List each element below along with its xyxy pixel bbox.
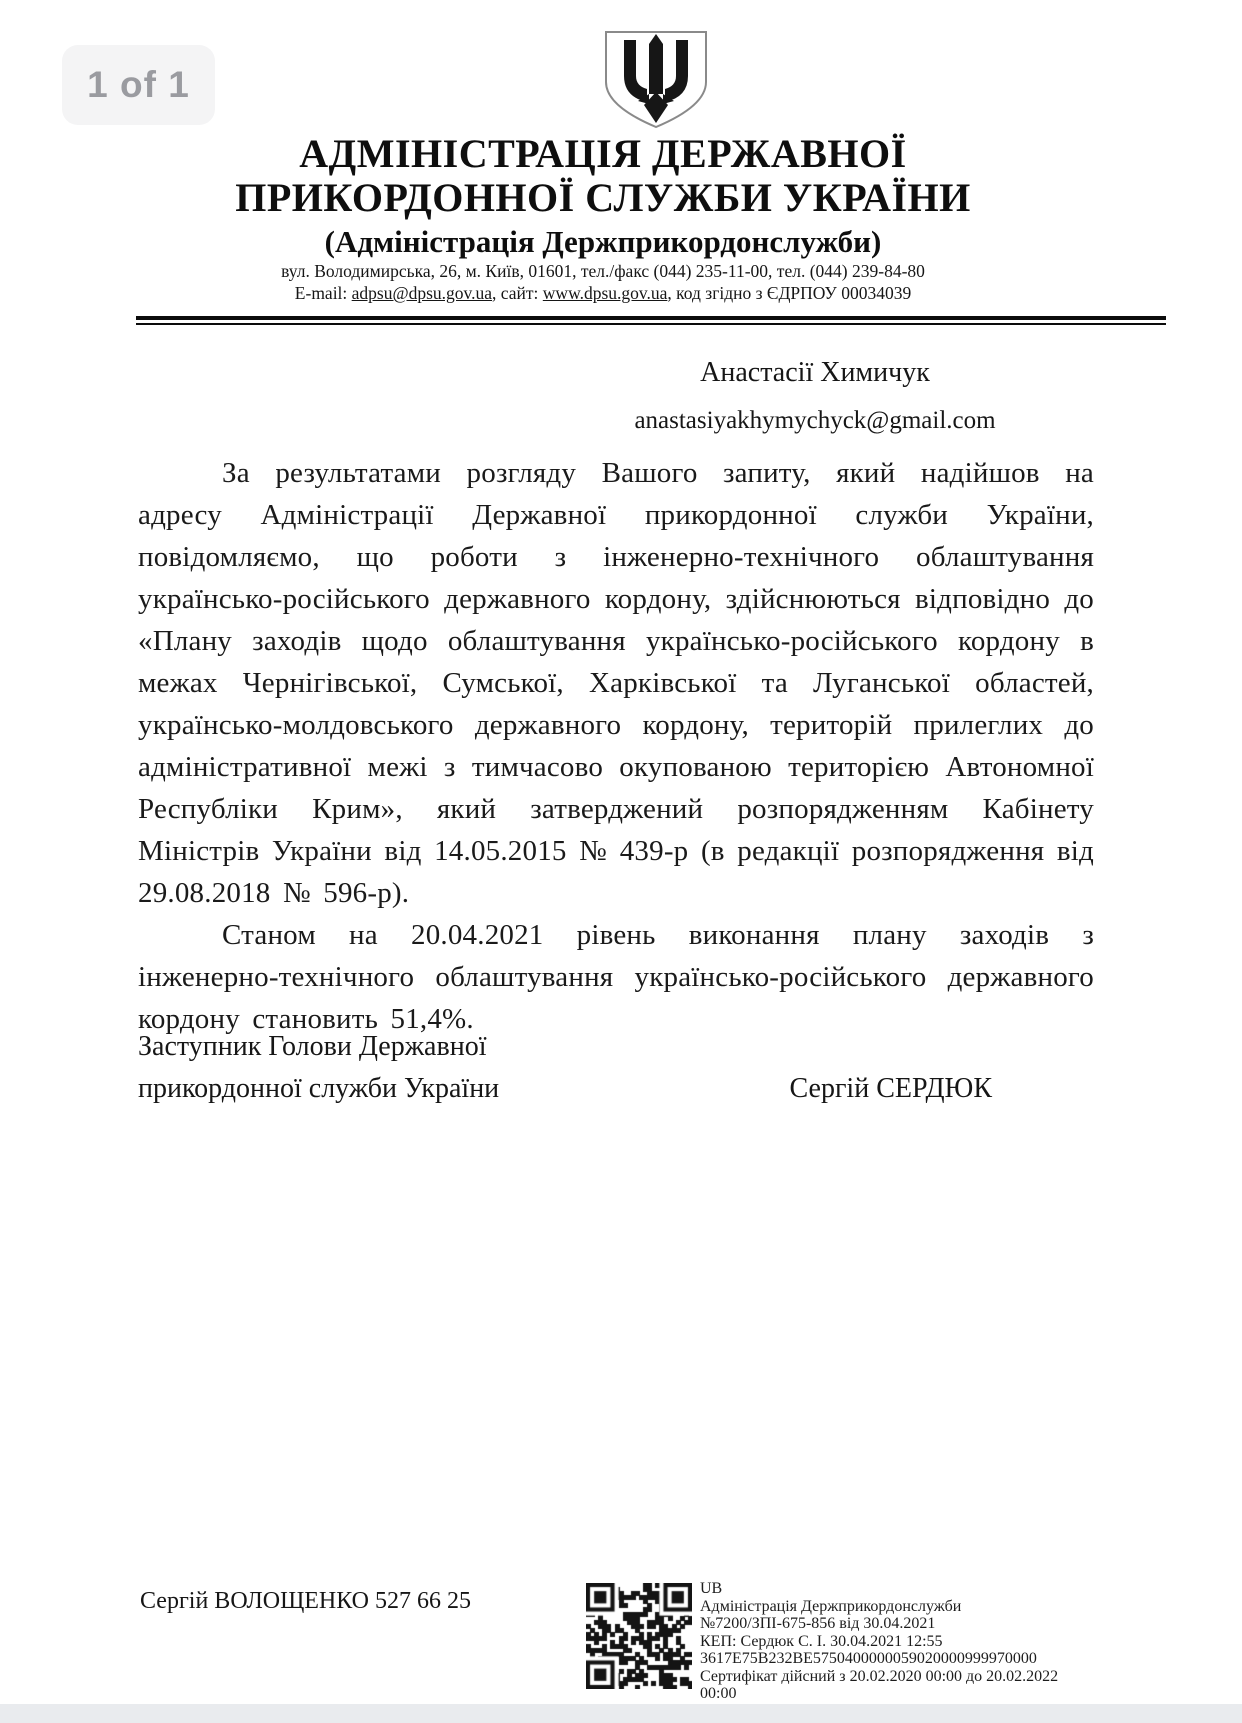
page-bottom-edge [0,1704,1242,1723]
recipient-block [600,356,1030,436]
stamp-line: 00:00 [700,1685,737,1702]
signature-block [138,1026,1092,1116]
stamp-line: КЕП: Сердюк С. І. 30.04.2021 12:55 [700,1632,943,1650]
letterhead [18,30,1188,304]
recipient-email: anastasiyakhymychyck@gmail.com [634,407,996,434]
executor-contact: Сергій ВОЛОЩЕНКО 527 66 25 [140,1588,472,1614]
org-email-link[interactable]: adpsu@dpsu.gov.ua [351,283,493,303]
stamp-line: №7200/ЗПІ-675-856 від 30.04.2021 [700,1615,936,1632]
org-website-link[interactable]: www.dpsu.gov.ua [542,283,668,303]
recipient-name: Анастасії Химичук [700,357,930,388]
org-contacts-line [18,282,1188,304]
signer-position-line1: Заступник Голови Державної [138,1031,487,1062]
body-paragraph-2: Станом на 20.04.2021 рівень виконання плану заходів з інженерно-технічного облаштування українсько-російського державного кордону становить 51,4%. [138,919,1094,1035]
edrpou-code: , код згідно з ЄДРПОУ 00034039 [667,283,912,303]
email-label: E-mail: [294,283,352,303]
org-address-line: вул. Володимирська, 26, м. Київ, 01601, тел./факс (044) 235-11-00, тел. (044) 239-84-80 [281,261,925,281]
stamp-line: Адміністрація Держприкордонслужби [700,1597,962,1615]
site-label: , сайт: [492,283,543,303]
org-name-line1: АДМІНІСТРАЦІЯ ДЕРЖАВНОЇ [299,131,907,176]
stamp-line: Сертифікат дійсний з 20.02.2020 00:00 до 20.02.2022 [700,1667,1059,1685]
stamp-line: 3617E75B232BE5750400000059020000999970000 [700,1650,1037,1667]
letterhead-divider-rule [136,316,1166,325]
signer-name: Сергій СЕРДЮК [789,1073,992,1104]
letter-body [138,452,1094,1040]
ukraine-trident-emblem-icon [595,30,717,130]
signer-position-line2: прикордонної служби України [138,1073,500,1104]
stamp-line: UB [700,1580,723,1597]
org-short-name: (Адміністрація Держприкордонслужби) [324,224,882,259]
org-name-line2: ПРИКОРДОННОЇ СЛУЖБИ УКРАЇНИ [235,175,971,220]
body-paragraph-1: За результатами розгляду Вашого запиту, який надійшов на адресу Адміністрації Державної прикордонної служби України, повідомляємо, що роботи з інженерно-технічного облаштування українсько-російського державного кордону, здійснюються відповідно до «Плану заходів щодо облаштування українсько-російського кордону в межах Чернігівської, Сумської, Харківської та Луганської областей, українсько-молдовського державного кордону, територій прилеглих до адміністративної межі з тимчасово окупованою територією Автономної Республіки Крим», який затверджений розпорядженням Кабінету Міністрів України від 14.05.2015 № 439-р (в редакції розпорядження від 29.08.2018 № 596-р). [138,457,1094,909]
digital-signature-qr-code-icon [586,1583,692,1689]
page-indicator-label: 1 of 1 [87,64,190,105]
digital-signature-stamp [700,1580,1180,1703]
